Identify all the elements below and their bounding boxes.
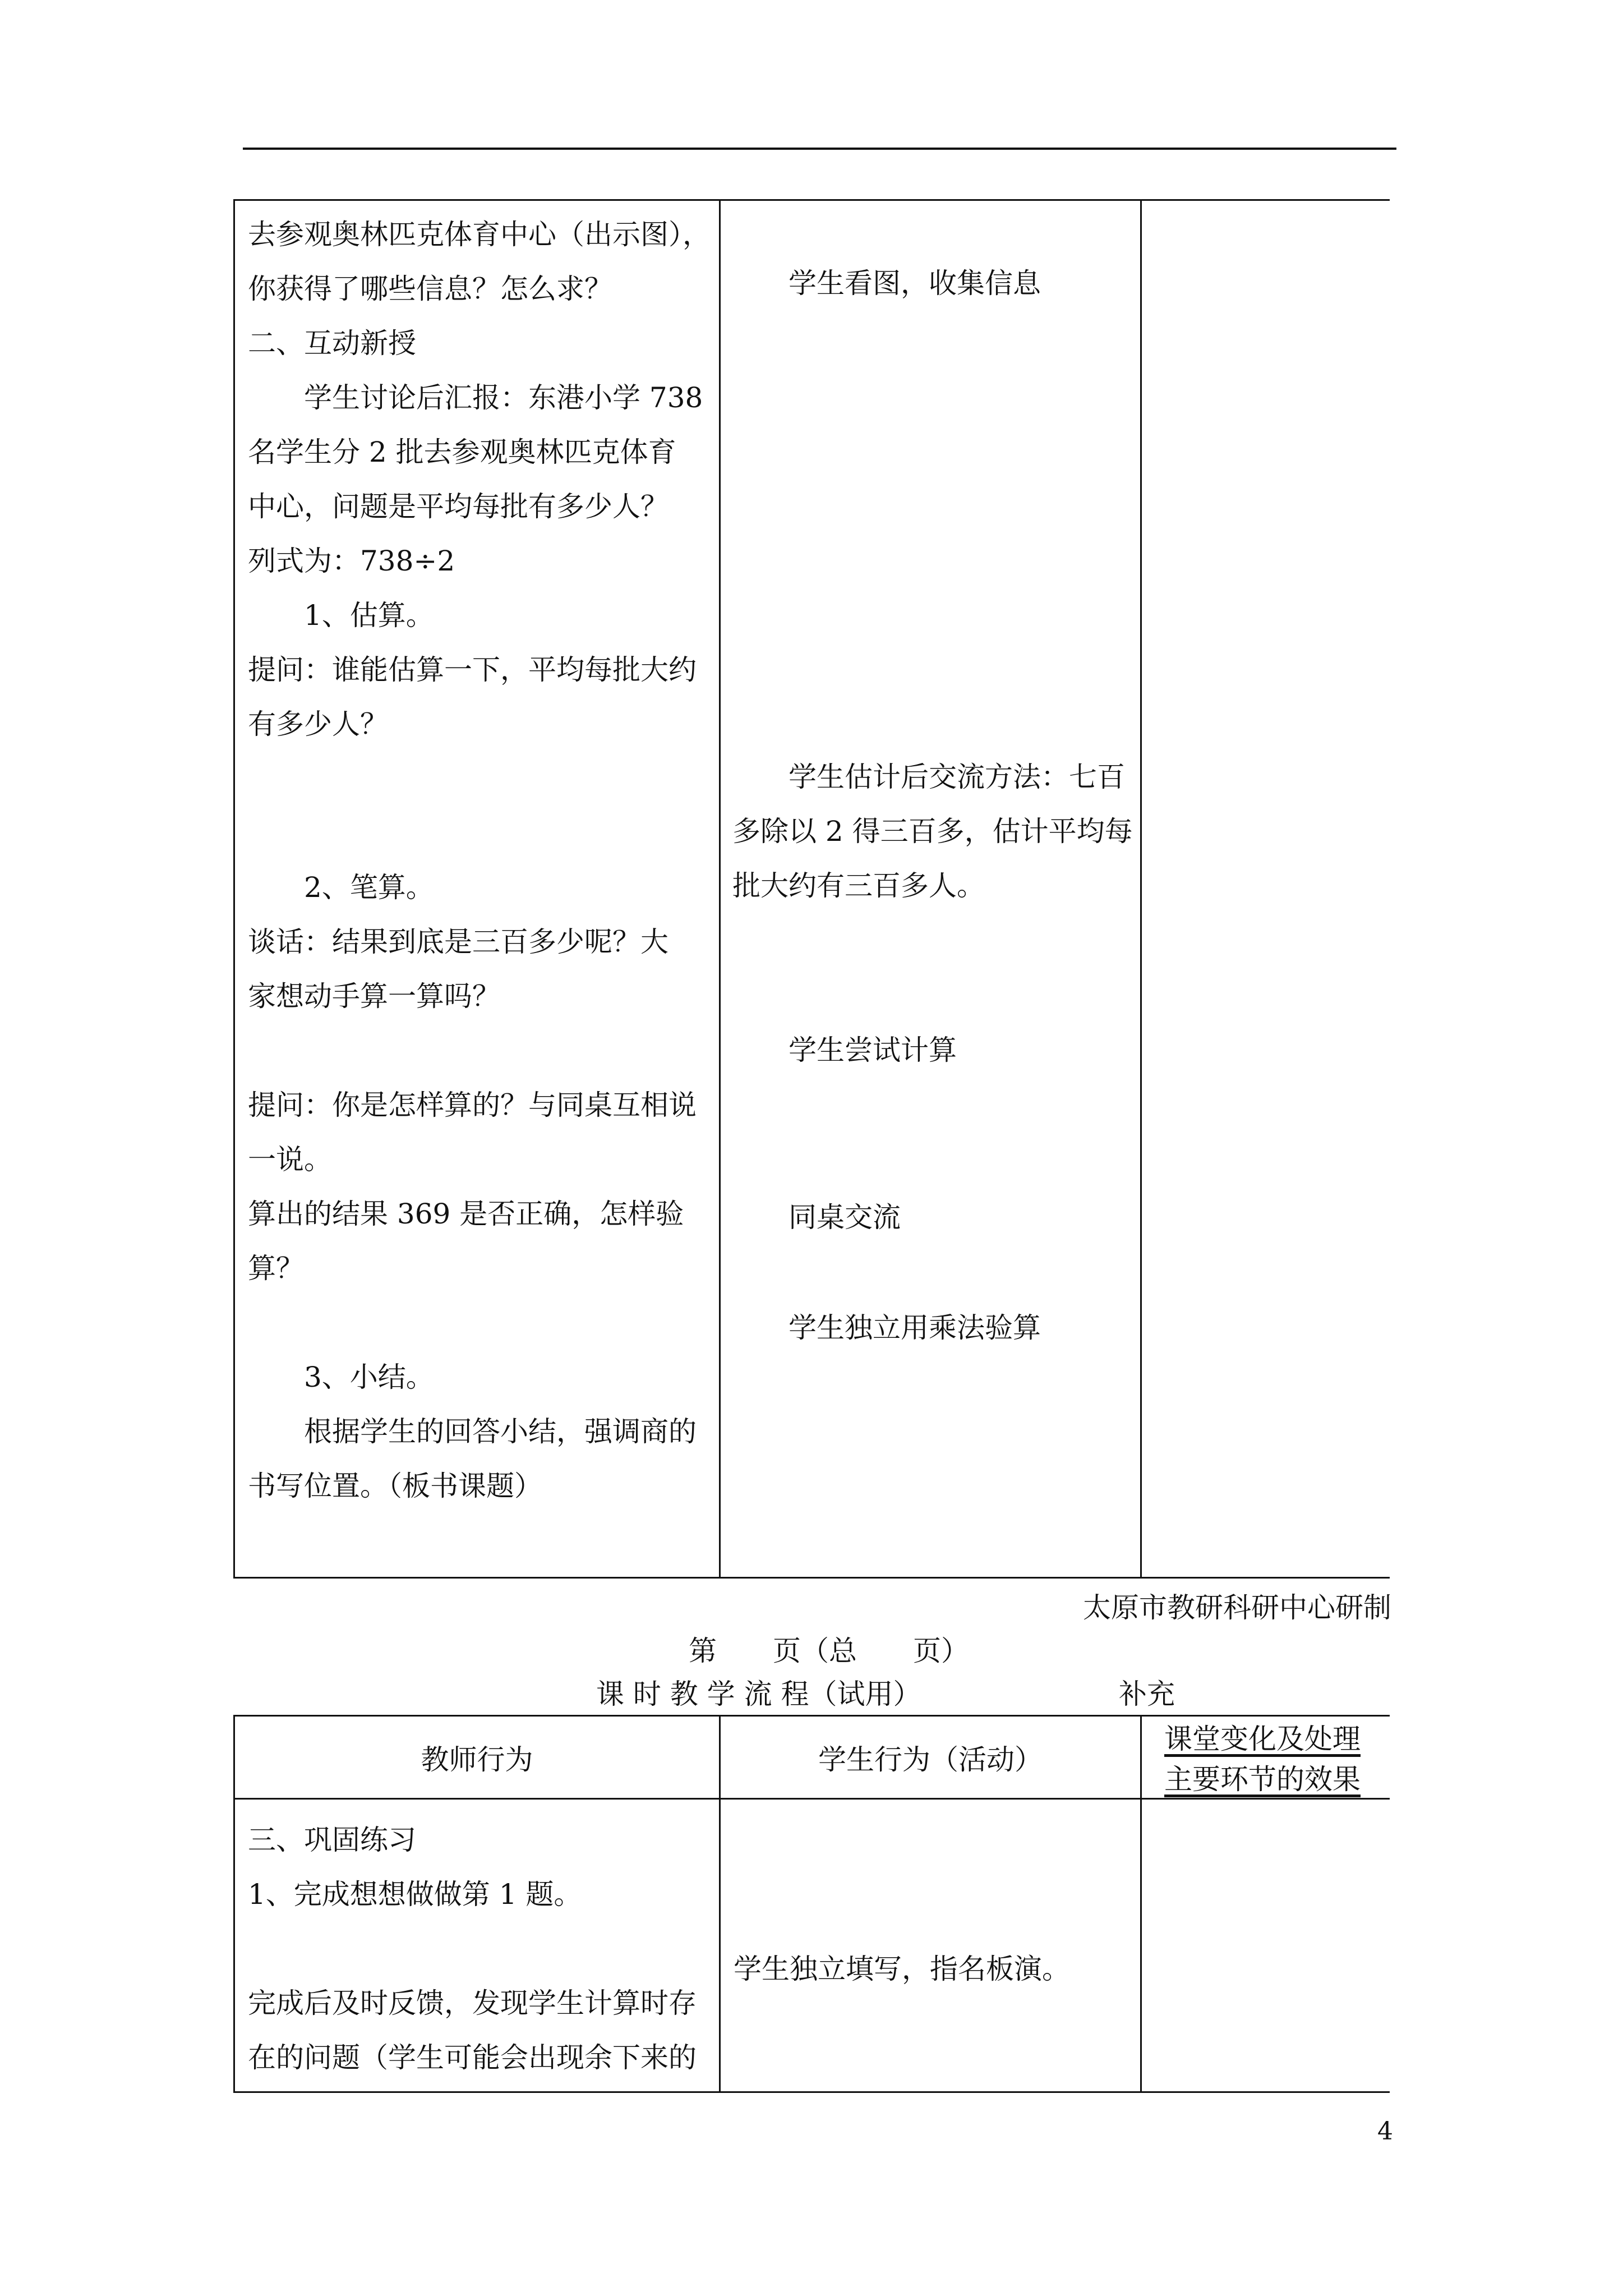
teacher-line: 有多少人？ <box>248 708 388 740</box>
header-rule <box>243 148 1396 150</box>
teacher-line: 一说。 <box>248 1143 332 1176</box>
teacher-line: 列式为：738÷2 <box>248 545 455 577</box>
page-number: 4 <box>1377 2117 1393 2146</box>
teacher-line: 完成后及时反馈，发现学生计算时存 <box>248 1987 697 2019</box>
teacher-line: 去参观奥林匹克体育中心（出示图）， <box>248 218 711 251</box>
teacher-line: 根据学生的回答小结，强调商的 <box>248 1415 697 1448</box>
teacher-line: 1、完成想想做做第 1 题。 <box>248 1878 582 1911</box>
header-changes-line1: 课堂变化及处理 <box>1164 1723 1361 1755</box>
lesson-flow-title: 课 时 教 学 流 程（试用） <box>596 1678 921 1710</box>
student-line: 批大约有三百多人。 <box>732 869 985 902</box>
student-line: 学生尝试计算 <box>732 1034 957 1066</box>
table-border-bottom <box>233 1577 1390 1579</box>
student-line: 多除以 2 得三百多，估计平均每 <box>732 815 1133 848</box>
student-line: 学生独立用乘法验算 <box>732 1312 1041 1344</box>
teacher-line: 家想动手算一算吗？ <box>248 980 500 1013</box>
supplement-label: 补充 <box>1119 1678 1175 1710</box>
header-changes-line2: 主要环节的效果 <box>1164 1763 1361 1796</box>
teacher-line: 学生讨论后汇报：东港小学 738 <box>248 381 703 414</box>
teacher-line: 中心，问题是平均每批有多少人？ <box>248 490 668 523</box>
column-divider-2 <box>1140 199 1142 1579</box>
column-divider-2 <box>1140 1715 1142 2093</box>
header-student: 学生行为（活动） <box>818 1743 1043 1776</box>
teacher-line: 提问：谁能估算一下，平均每批大约 <box>248 654 697 686</box>
table-border-top <box>233 199 1390 201</box>
student-line: 同桌交流 <box>732 1201 901 1234</box>
teacher-line: 3、小结。 <box>248 1361 434 1393</box>
teacher-line: 2、笔算。 <box>248 871 434 904</box>
teacher-line: 三、巩固练习 <box>248 1824 416 1856</box>
student-line: 学生估计后交流方法：七百 <box>732 761 1125 793</box>
page-counter: 第 页（总 页） <box>689 1635 969 1667</box>
teacher-line: 二、互动新授 <box>248 327 416 360</box>
teacher-line: 1、估算。 <box>248 599 434 632</box>
teacher-line: 算？ <box>248 1252 304 1285</box>
teacher-line: 你获得了哪些信息？怎么求？ <box>248 273 612 305</box>
column-divider-1 <box>719 199 721 1579</box>
teacher-line: 名学生分 2 批去参观奥林匹克体育 <box>248 436 676 468</box>
teacher-line: 书写位置。（板书课题） <box>248 1470 542 1502</box>
teacher-line: 谈话：结果到底是三百多少呢？大 <box>248 926 668 958</box>
header-teacher: 教师行为 <box>421 1743 533 1776</box>
student-line: 学生看图，收集信息 <box>732 267 1041 300</box>
table-border-left <box>233 199 235 1579</box>
header-row-divider <box>233 1798 1390 1800</box>
footer-organization: 太原市教研科研中心研制 <box>1083 1591 1391 1624</box>
teacher-line: 算出的结果 369 是否正确，怎样验 <box>248 1198 684 1230</box>
teacher-line: 在的问题（学生可能会出现余下来的 <box>248 2041 697 2074</box>
table-border-bottom <box>233 2091 1390 2093</box>
student-line: 学生独立填写，指名板演。 <box>734 1953 1070 1985</box>
teacher-line: 提问：你是怎样算的？与同桌互相说 <box>248 1089 697 1121</box>
